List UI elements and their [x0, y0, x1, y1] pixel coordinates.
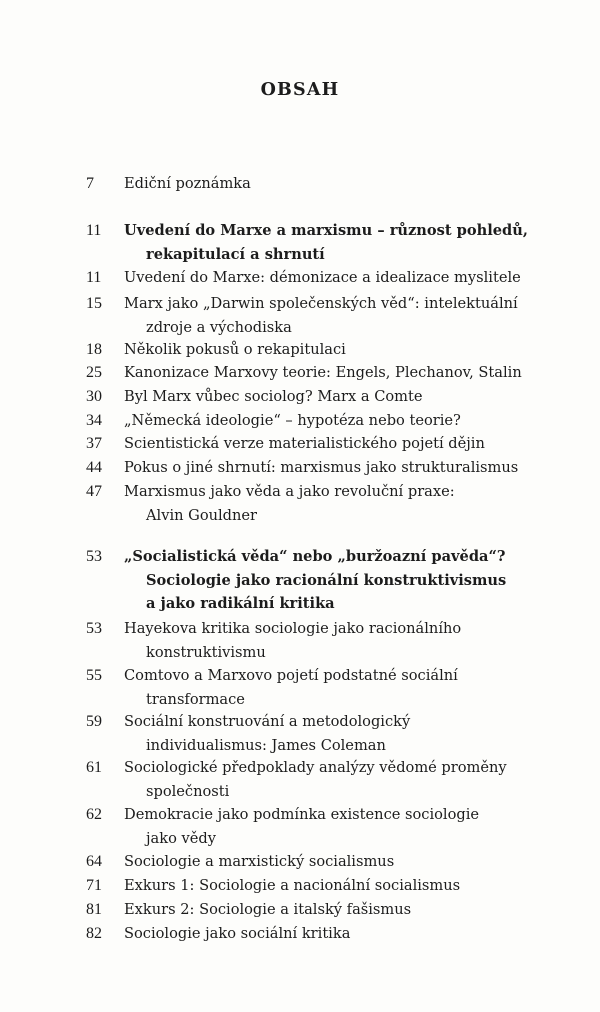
toc-entry-title: rekapitulací a shrnutí — [146, 245, 325, 263]
toc-page-number: 53 — [86, 620, 102, 637]
toc-entry-title: Uvedení do Marxe: démonizace a idealizace myslitele — [124, 269, 521, 286]
toc-entry-title: individualismus: James Coleman — [146, 736, 386, 754]
toc-entry-title: Byl Marx vůbec sociolog? Marx a Comte — [124, 388, 423, 405]
toc-entry-title: Comtovo a Marxovo pojetí podstatné sociální — [124, 667, 458, 684]
toc-page-number: 34 — [86, 412, 102, 429]
toc-entry-title: a jako radikální kritika — [146, 595, 335, 612]
toc-entry-title: transformace — [146, 690, 245, 708]
toc-page-number: 53 — [86, 548, 102, 565]
toc-entry-title: Sociologie a marxistický socialismus — [124, 853, 395, 870]
toc-page-number: 81 — [86, 901, 102, 918]
toc-page-number: 64 — [86, 853, 102, 870]
toc-entry-title: Exkurs 2: Sociologie a italský fašismus — [124, 901, 412, 918]
toc-page-number: 11 — [86, 222, 102, 239]
toc-page-number: 61 — [86, 759, 102, 776]
toc-page-number: 44 — [86, 459, 102, 476]
toc-entry-title: Sociologie jako sociální kritika — [124, 925, 351, 942]
toc-page-number: 55 — [86, 667, 102, 684]
toc-page-number: 62 — [86, 806, 102, 823]
toc-page-number: 71 — [86, 877, 102, 894]
toc-page-number: 11 — [86, 269, 102, 286]
toc-entry-title: „Německá ideologie“ – hypotéza nebo teorie? — [124, 412, 461, 429]
toc-page-number: 59 — [86, 713, 102, 730]
toc-entry-title: Ediční poznámka — [124, 175, 251, 192]
toc-entry-title: Exkurs 1: Sociologie a nacionální socialismus — [124, 877, 461, 894]
toc-page-number: 18 — [86, 341, 102, 358]
toc-entry-title: Sociologické předpoklady analýzy vědomé proměny — [124, 759, 507, 776]
toc-entry-title: „Socialistická věda“ nebo „buržoazní pavěda“? — [124, 548, 506, 565]
toc-entry-title: Alvin Gouldner — [146, 506, 258, 524]
toc-page-number: 30 — [86, 388, 102, 405]
toc-entry-title: zdroje a východiska — [146, 318, 292, 336]
toc-entry-title: Kanonizace Marxovy teorie: Engels, Plechanov, Stalin — [124, 364, 522, 381]
toc-entry-title: Marx jako „Darwin společenských věd“: intelektuální — [124, 295, 518, 312]
page-title: OBSAH — [260, 80, 340, 100]
toc-page-number: 37 — [86, 435, 102, 452]
toc-entry-title: společnosti — [146, 782, 230, 800]
toc-entry-title: Hayekova kritika sociologie jako racionálního — [124, 620, 462, 637]
toc-entry-title: Sociologie jako racionální konstruktivismus — [146, 571, 507, 589]
toc-page-number: 7 — [86, 175, 94, 192]
toc-page-number: 82 — [86, 925, 102, 942]
toc-entry-title: Uvedení do Marxe a marxismu – různost pohledů, — [124, 222, 528, 239]
toc-page-number: 47 — [86, 483, 102, 500]
toc-entry-title: Marxismus jako věda a jako revoluční praxe: — [124, 483, 455, 500]
toc-entry-title: Demokracie jako podmínka existence sociologie — [124, 806, 480, 823]
toc-page-number: 25 — [86, 364, 102, 381]
toc-entry-title: konstruktivismu — [146, 643, 266, 661]
toc-entry-title: Scientistická verze materialistického pojetí dějin — [124, 435, 485, 452]
toc-page-number: 15 — [86, 295, 102, 312]
toc-entry-title: jako vědy — [146, 829, 216, 847]
toc-entry-title: Sociální konstruování a metodologický — [124, 713, 411, 730]
toc-entry-title: Pokus o jiné shrnutí: marxismus jako strukturalismus — [124, 459, 519, 476]
toc-entry-title: Několik pokusů o rekapitulaci — [124, 341, 346, 358]
